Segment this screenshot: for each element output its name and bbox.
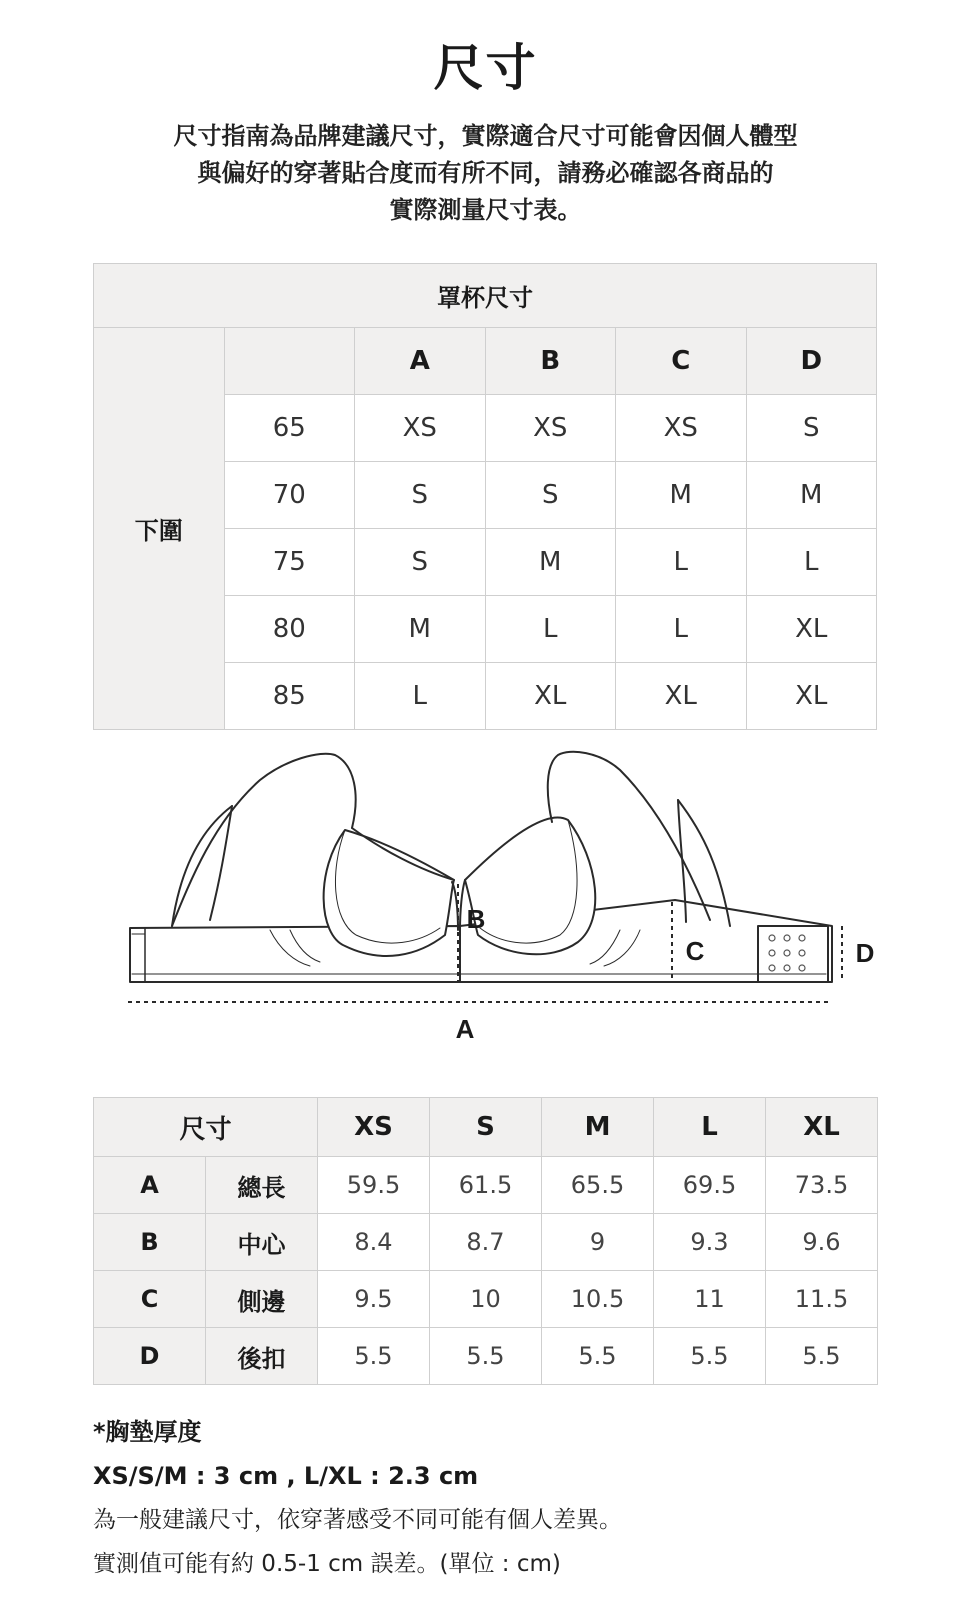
value-cell: 5.5 — [766, 1328, 878, 1385]
size-cell: S — [746, 395, 877, 462]
value-cell: 10 — [430, 1271, 542, 1328]
value-cell: 9.3 — [654, 1214, 766, 1271]
cup-size-table — [93, 263, 877, 730]
size-cell: XL — [746, 663, 877, 730]
table-row — [94, 1214, 878, 1271]
measurement-table — [93, 1097, 878, 1385]
notes-section — [93, 1410, 913, 1586]
value-cell: 5.5 — [318, 1328, 430, 1385]
size-cell: S — [355, 529, 486, 596]
size-cell: M — [746, 462, 877, 529]
size-cell: L — [485, 596, 616, 663]
note-line: 實測值可能有約 0.5-1 cm 誤差。(單位 : cm) — [93, 1551, 561, 1577]
size-header: XL — [766, 1098, 878, 1157]
corner-cell — [224, 328, 355, 395]
table-row — [94, 1271, 878, 1328]
value-cell: 59.5 — [318, 1157, 430, 1214]
size-cell: M — [355, 596, 486, 663]
size-cell: XS — [485, 395, 616, 462]
size-cell: M — [616, 462, 747, 529]
size-header-label: 尺寸 — [94, 1098, 318, 1157]
label-c: C — [685, 936, 705, 966]
size-cell: XL — [616, 663, 747, 730]
band-value: 85 — [224, 663, 355, 730]
value-cell: 8.7 — [430, 1214, 542, 1271]
value-cell: 5.5 — [542, 1328, 654, 1385]
value-cell: 9 — [542, 1214, 654, 1271]
note-line: 為一般建議尺寸，依穿著感受不同可能有個人差異。 — [93, 1507, 622, 1533]
row-label: 總長 — [206, 1157, 318, 1214]
size-cell: XS — [616, 395, 747, 462]
pad-thickness-heading: *胸墊厚度 — [93, 1418, 202, 1446]
value-cell: 5.5 — [430, 1328, 542, 1385]
table-row — [94, 1157, 878, 1214]
intro-line: 與偏好的穿著貼合度而有所不同，請務必確認各商品的 — [197, 159, 774, 187]
size-header: XS — [318, 1098, 430, 1157]
row-label: 後扣 — [206, 1328, 318, 1385]
intro-line: 尺寸指南為品牌建議尺寸，實際適合尺寸可能會因個人體型 — [173, 122, 798, 150]
size-header: M — [542, 1098, 654, 1157]
row-letter: A — [94, 1157, 206, 1214]
intro-line: 實際測量尺寸表。 — [389, 196, 582, 224]
cup-header: C — [616, 328, 747, 395]
size-cell: S — [485, 462, 616, 529]
band-value: 80 — [224, 596, 355, 663]
row-label: 中心 — [206, 1214, 318, 1271]
cup-header: B — [485, 328, 616, 395]
bra-measurement-diagram — [120, 750, 900, 1090]
row-letter: D — [94, 1328, 206, 1385]
size-header: L — [654, 1098, 766, 1157]
band-value: 70 — [224, 462, 355, 529]
size-cell: S — [355, 462, 486, 529]
band-value: 65 — [224, 395, 355, 462]
size-cell: XL — [746, 596, 877, 663]
size-cell: L — [746, 529, 877, 596]
cup-table-title: 罩杯尺寸 — [94, 264, 877, 328]
size-cell: XS — [355, 395, 486, 462]
row-letter: B — [94, 1214, 206, 1271]
value-cell: 61.5 — [430, 1157, 542, 1214]
size-header: S — [430, 1098, 542, 1157]
size-cell: L — [355, 663, 486, 730]
value-cell: 8.4 — [318, 1214, 430, 1271]
row-letter: C — [94, 1271, 206, 1328]
table-row — [94, 1328, 878, 1385]
value-cell: 11.5 — [766, 1271, 878, 1328]
left-cup — [324, 830, 454, 956]
value-cell: 11 — [654, 1271, 766, 1328]
intro-text — [0, 118, 971, 229]
band-group-label: 下圍 — [94, 328, 225, 730]
pad-thickness-values: XS/S/M : 3 cm , L/XL : 2.3 cm — [93, 1462, 479, 1490]
value-cell: 9.5 — [318, 1271, 430, 1328]
label-d: D — [855, 938, 875, 968]
value-cell: 65.5 — [542, 1157, 654, 1214]
size-cell: XL — [485, 663, 616, 730]
label-a: A — [455, 1014, 475, 1044]
cup-header: D — [746, 328, 877, 395]
size-cell: L — [616, 596, 747, 663]
page-title: 尺寸 — [433, 39, 538, 97]
cup-header: A — [355, 328, 486, 395]
value-cell: 5.5 — [654, 1328, 766, 1385]
value-cell: 10.5 — [542, 1271, 654, 1328]
band-value: 75 — [224, 529, 355, 596]
label-b: B — [466, 904, 486, 934]
value-cell: 69.5 — [654, 1157, 766, 1214]
size-cell: L — [616, 529, 747, 596]
value-cell: 73.5 — [766, 1157, 878, 1214]
size-cell: M — [485, 529, 616, 596]
row-label: 側邊 — [206, 1271, 318, 1328]
value-cell: 9.6 — [766, 1214, 878, 1271]
